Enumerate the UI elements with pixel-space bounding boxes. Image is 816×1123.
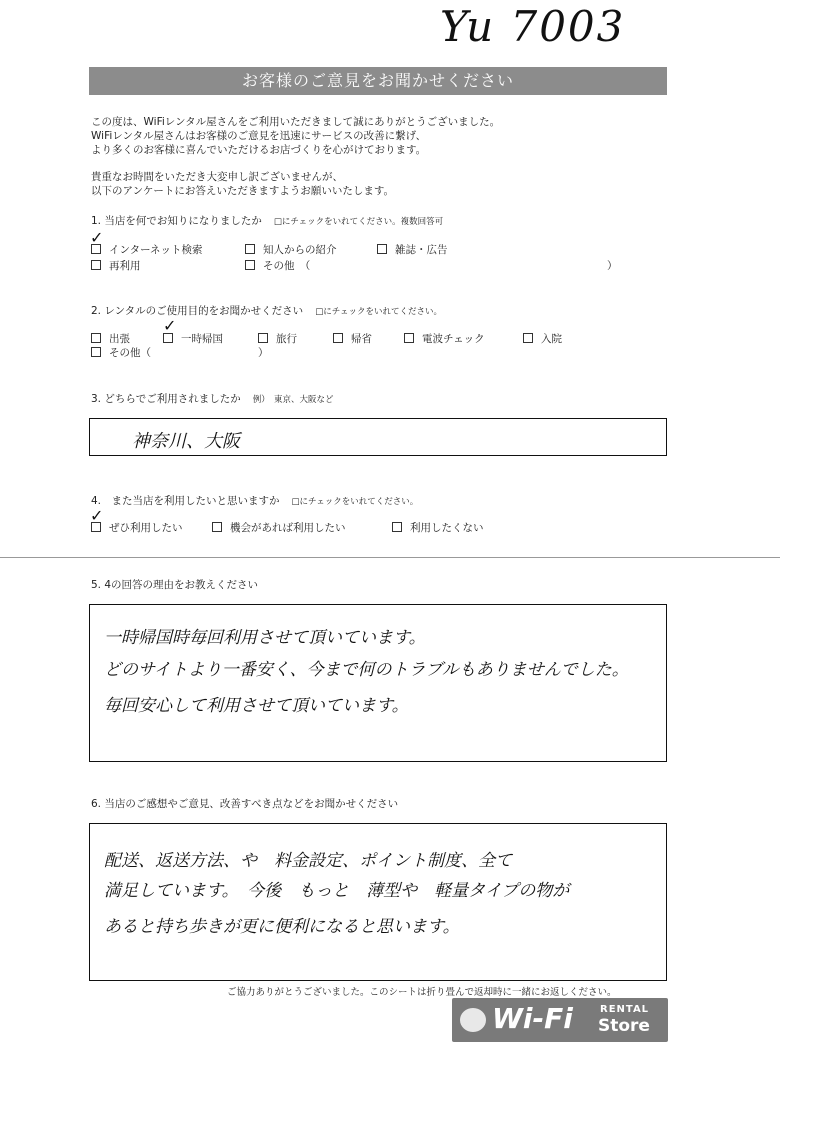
question-1-note: □にチェックをいれてください。複数回答可	[273, 217, 444, 227]
logo-wifi-text: Wi-Fi	[492, 1002, 573, 1035]
intro-line-4: 貴重なお時間をいただき大変申し訳ございませんが、	[91, 171, 343, 183]
q6-answer-line-2: 満足しています。 今後 もっと 薄型や 軽量タイプの物が	[104, 881, 570, 901]
q2-option-temp-return[interactable]: 一時帰国	[163, 331, 223, 346]
intro-line-2: WiFiレンタル屋さんはお客様のご意見を迅速にサービスの改善に繋げ、	[91, 130, 427, 142]
question-5-label: 5. 4の回答の理由をお教えください	[91, 579, 259, 591]
checkbox[interactable]	[258, 333, 268, 343]
q1-option-other-close: ）	[607, 260, 618, 272]
q2-option-business[interactable]: 出張	[91, 331, 130, 346]
q5-answer-line-1: 一時帰国時毎回利用させて頂いています。	[104, 628, 426, 648]
checkmark-icon: ✓	[90, 228, 104, 247]
question-3	[91, 391, 334, 406]
question-6-label: 6. 当店のご感想やご意見、改善すべき点などをお聞かせください	[91, 798, 399, 810]
checkbox[interactable]	[91, 347, 101, 357]
page-title: お客様のご意見をお聞かせください	[89, 67, 667, 95]
question-1	[91, 213, 443, 228]
q6-answer-line-1: 配送、返送方法、や 料金設定、ポイント制度、全て	[104, 851, 512, 871]
question-2-label: 2. レンタルのご使用目的をお聞かせください	[91, 305, 304, 317]
checkbox[interactable]	[392, 522, 402, 532]
q6-answer-field[interactable]	[89, 823, 667, 981]
question-2	[91, 303, 442, 318]
question-4-label: 4. また当店を利用したいと思いますか	[91, 495, 280, 507]
checkbox[interactable]	[523, 333, 533, 343]
checkmark-icon: ✓	[90, 506, 104, 525]
intro-line-3: より多くのお客様に喜んでいただけるお店づくりを心がけております。	[91, 144, 427, 156]
intro-line-5: 以下のアンケートにお答えいただきますようお願いいたします。	[91, 185, 395, 197]
q1-option-referral[interactable]: 知人からの紹介	[245, 242, 337, 257]
q2-option-travel[interactable]: 旅行	[258, 331, 297, 346]
intro-line-1: この度は、WiFiレンタル屋さんをご利用いただきまして誠にありがとうございました。	[91, 116, 501, 128]
q2-option-homecoming[interactable]: 帰省	[333, 331, 372, 346]
q2-option-signal-check[interactable]: 電波チェック	[404, 331, 485, 346]
q1-option-magazine[interactable]: 雑誌・広告	[377, 242, 448, 257]
q3-answer-field[interactable]	[89, 418, 667, 456]
q4-option-definitely[interactable]: ぜひ利用したい	[91, 520, 183, 535]
logo-store-text: Store	[598, 1016, 650, 1036]
checkbox[interactable]	[245, 244, 255, 254]
q4-option-no[interactable]: 利用したくない	[392, 520, 484, 535]
q1-option-other[interactable]: その他 （	[245, 258, 310, 273]
question-2-note: □にチェックをいれてください。	[315, 307, 442, 317]
checkbox[interactable]	[333, 333, 343, 343]
wifi-rental-store-logo	[452, 998, 668, 1042]
q2-option-other[interactable]: その他（	[91, 345, 151, 360]
checkbox[interactable]	[91, 260, 101, 270]
question-3-label: 3. どちらでご利用されましたか	[91, 393, 241, 405]
q3-answer-text: 神奈川、大阪	[132, 431, 240, 452]
q2-option-hospital[interactable]: 入院	[523, 331, 562, 346]
question-1-label: 1. 当店を何でお知りになりましたか	[91, 215, 262, 227]
checkbox[interactable]	[91, 333, 101, 343]
mascot-icon	[460, 1008, 486, 1032]
checkbox[interactable]	[245, 260, 255, 270]
q1-option-reuse[interactable]: 再利用	[91, 258, 141, 273]
q5-answer-field[interactable]	[89, 604, 667, 762]
question-4-note: □にチェックをいれてください。	[291, 497, 419, 507]
checkbox[interactable]	[212, 522, 222, 532]
q1-option-internet[interactable]: インターネット検索	[91, 242, 203, 257]
q5-answer-line-2: どのサイトより一番安く、今まで何のトラブルもありませんでした。	[104, 660, 629, 680]
q4-option-if-chance[interactable]: 機会があれば利用したい	[212, 520, 346, 535]
checkmark-icon: ✓	[163, 316, 177, 335]
handwritten-form-id: Yu 7003	[440, 2, 626, 51]
logo-rental-text: RENTAL	[600, 1004, 650, 1015]
q5-answer-line-3: 毎回安心して利用させて頂いています。	[104, 696, 409, 716]
question-4	[91, 493, 418, 508]
q2-option-other-close: ）	[258, 347, 269, 359]
footer-note: ご協力ありがとうございました。このシートは折り畳んで返却時に一緒にお返しください。	[227, 987, 617, 998]
checkbox[interactable]	[404, 333, 414, 343]
fold-divider	[0, 557, 780, 558]
checkbox[interactable]	[377, 244, 387, 254]
question-3-example: 例） 東京、大阪など	[252, 395, 334, 405]
q6-answer-line-3: あると持ち歩きが更に便利になると思います。	[104, 917, 460, 937]
